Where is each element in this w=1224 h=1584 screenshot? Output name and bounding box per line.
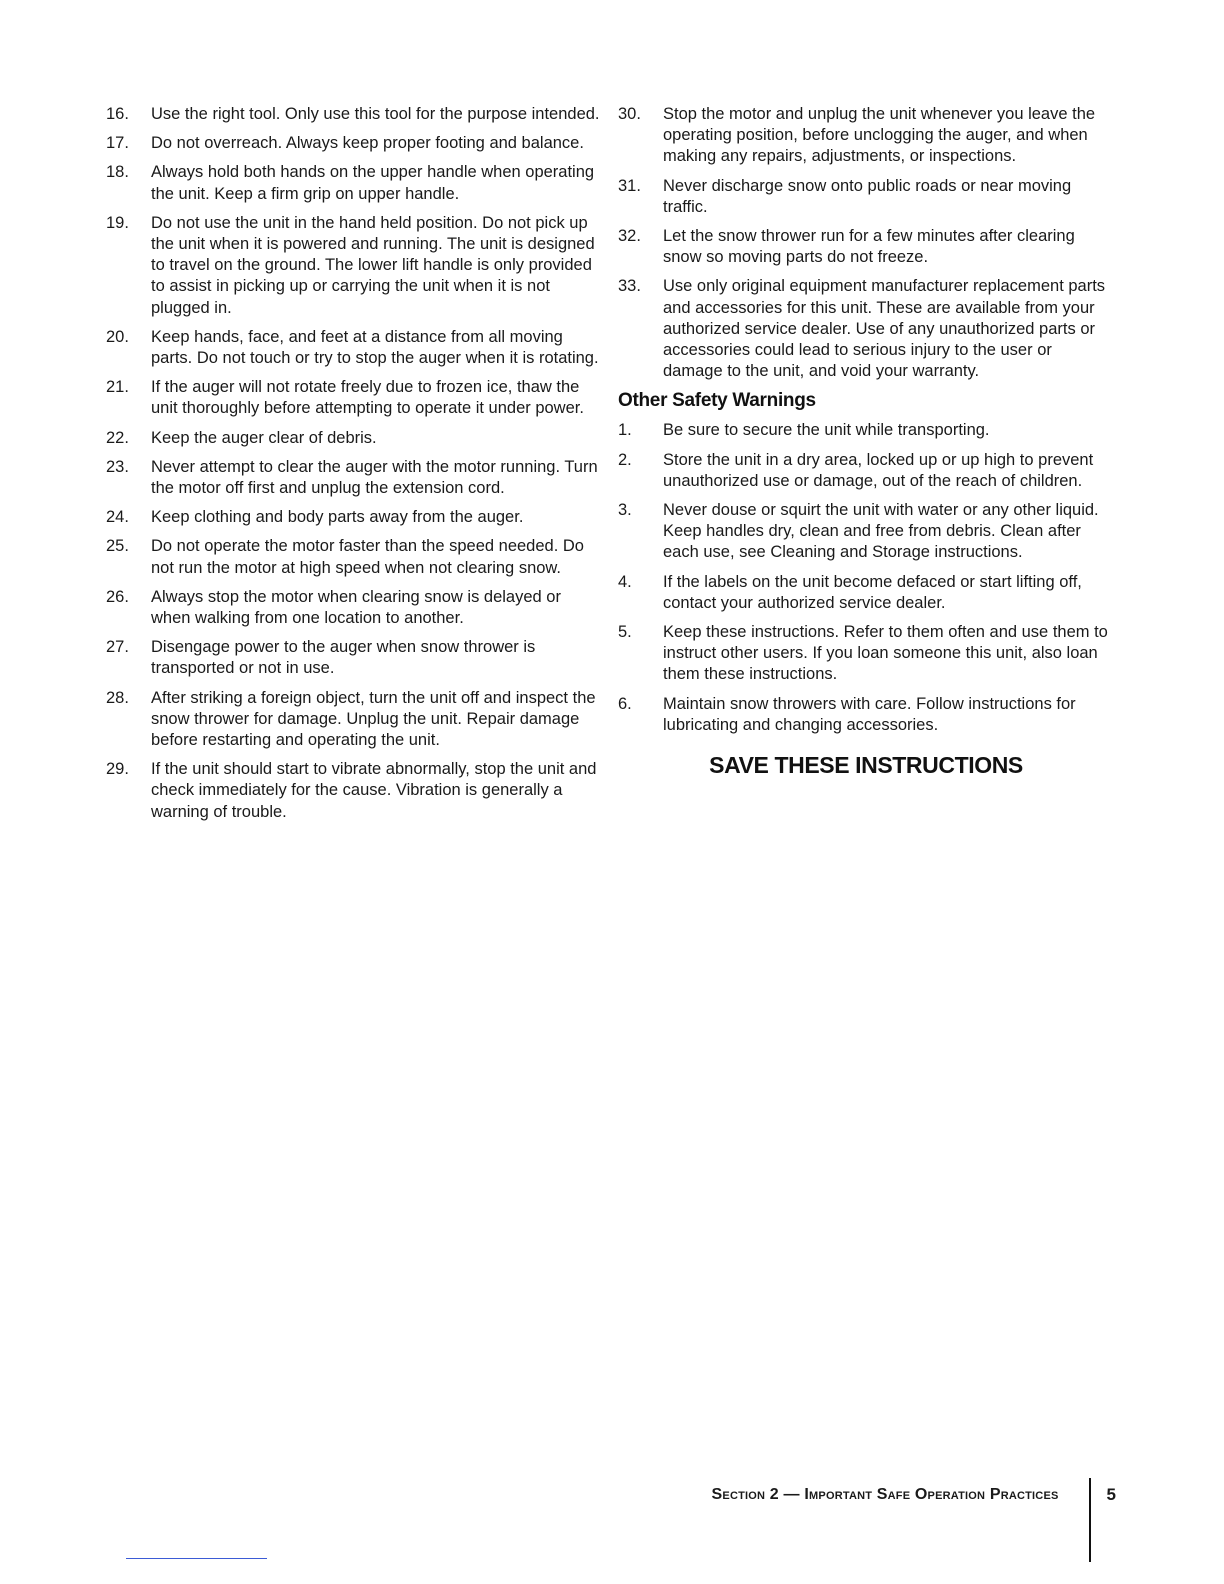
item-number: 32. — [618, 227, 641, 246]
item-text: If the labels on the unit become defaced or start lifting off, contact your authorized service dealer. — [663, 572, 1082, 612]
item-number: 1. — [618, 421, 632, 440]
item-text: Use the right tool. Only use this tool for the purpose intended. — [151, 105, 600, 123]
item-number: 5. — [618, 623, 632, 642]
item-text: Never discharge snow onto public roads or near moving traffic. — [663, 176, 1072, 216]
list-item — [106, 327, 602, 369]
list-item — [106, 457, 602, 499]
item-text: Let the snow thrower run for a few minutes after clearing snow so moving parts do not freeze. — [663, 227, 1075, 267]
list-item — [618, 104, 1114, 168]
bottom-rule — [126, 1558, 267, 1559]
item-number: 3. — [618, 501, 632, 520]
item-text: Always stop the motor when clearing snow is delayed or when walking from one location to another. — [151, 587, 561, 628]
item-number: 33. — [618, 277, 641, 296]
list-item — [106, 213, 602, 319]
list-item — [618, 622, 1114, 686]
item-text: After striking a foreign object, turn the unit off and inspect the snow thrower for damage. Unplug the unit. Repair damage before restarting and operating the unit. — [151, 688, 596, 750]
item-text: Do not overreach. Always keep proper footing and balance. — [151, 134, 584, 153]
page-number: 5 — [1106, 1485, 1116, 1504]
item-text: Store the unit in a dry area, locked up or up high to prevent unauthorized use or damage, out of the reach of children. — [663, 450, 1094, 490]
item-number: 24. — [106, 508, 129, 527]
list-item — [106, 637, 602, 679]
item-text: Always hold both hands on the upper handle when operating the unit. Keep a firm grip on upper handle. — [151, 163, 595, 203]
list-item — [618, 572, 1114, 614]
item-number: 4. — [618, 572, 632, 591]
list-item — [618, 176, 1114, 218]
list-item — [106, 377, 602, 419]
item-text: Do not use the unit in the hand held position. Do not pick up the unit when it is powered and running. The unit is designed to travel on the ground. The lower lift handle is only provided to assist in picking up or carrying the unit when it is not plugged in. — [151, 213, 595, 317]
left-column — [106, 104, 602, 831]
item-text: Keep these instructions. Refer to them often and use them to instruct other users. If you loan someone this unit, also loan them these instructions. — [663, 623, 1108, 684]
list-item — [106, 507, 602, 528]
item-text: Maintain snow throwers with care. Follow instructions for lubricating and changing accessories. — [663, 694, 1076, 734]
item-number: 18. — [106, 163, 129, 182]
item-text: Keep the auger clear of debris. — [151, 428, 377, 447]
item-text: If the auger will not rotate freely due to frozen ice, thaw the unit thoroughly before attempting to operate it under power. — [151, 378, 584, 418]
item-text: Stop the motor and unplug the unit whenever you leave the operating position, before unclogging the auger, and when making any repairs, adjustments, or inspections. — [663, 105, 1096, 166]
list-item — [106, 133, 602, 154]
item-number: 30. — [618, 105, 641, 123]
item-number: 25. — [106, 537, 129, 556]
item-text: Keep clothing and body parts away from the auger. — [151, 508, 524, 527]
item-number: 6. — [618, 694, 632, 713]
other-safety-warnings-list — [618, 420, 1114, 736]
item-text: Be sure to secure the unit while transporting. — [663, 421, 990, 440]
save-instructions-heading: SAVE THESE INSTRUCTIONS — [709, 752, 1023, 779]
footer-divider — [1089, 1478, 1091, 1562]
list-item — [618, 420, 1114, 441]
item-number: 2. — [618, 450, 632, 469]
list-item — [106, 104, 602, 125]
right-column — [618, 104, 1114, 779]
item-text: Use only original equipment manufacturer replacement parts and accessories for this unit. These are available from your authorized service dealer. Use of any unauthorized parts or accessories could lead to serious injury to the user or damage to the unit, and void your warranty. — [663, 277, 1106, 381]
item-text: If the unit should start to vibrate abnormally, stop the unit and check immediately for the cause. Vibration is generally a warning of trouble. — [151, 760, 597, 821]
list-item — [106, 162, 602, 204]
list-item — [106, 688, 602, 752]
item-number: 31. — [618, 176, 641, 195]
list-item — [618, 276, 1114, 382]
item-number: 17. — [106, 134, 129, 153]
list-item — [618, 694, 1114, 736]
item-text: Keep hands, face, and feet at a distance from all moving parts. Do not touch or try to stop the auger when it is rotating. — [151, 327, 599, 368]
item-number: 27. — [106, 638, 129, 657]
page-footer — [712, 1478, 1116, 1512]
list-item — [106, 587, 602, 629]
list-item — [106, 759, 602, 823]
item-text: Never attempt to clear the auger with the motor running. Turn the motor off first and unplug the extension cord. — [151, 457, 598, 498]
item-text: Never douse or squirt the unit with water or any other liquid. Keep handles dry, clean and free from debris. Clean after each use, see Cleaning and Storage instructions. — [663, 501, 1099, 562]
item-text: Do not operate the motor faster than the speed needed. Do not run the motor at high speed when not clearing snow. — [151, 537, 584, 577]
item-number: 28. — [106, 688, 129, 707]
item-number: 16. — [106, 105, 129, 123]
item-number: 29. — [106, 760, 129, 779]
item-number: 23. — [106, 457, 129, 476]
item-number: 22. — [106, 428, 129, 447]
other-safety-warnings-heading: Other Safety Warnings — [618, 390, 816, 412]
item-text: Disengage power to the auger when snow thrower is transported or not in use. — [151, 638, 536, 678]
list-item — [106, 536, 602, 578]
list-item — [618, 450, 1114, 492]
list-item — [618, 500, 1114, 564]
footer-section-title: Section 2 — Important Safe Operation Practices — [711, 1486, 1059, 1503]
item-number: 21. — [106, 378, 129, 397]
list-item — [618, 226, 1114, 268]
safety-list-continued — [618, 104, 1114, 382]
item-number: 19. — [106, 213, 129, 232]
item-number: 20. — [106, 327, 129, 346]
item-number: 26. — [106, 587, 129, 606]
list-item — [106, 428, 602, 449]
